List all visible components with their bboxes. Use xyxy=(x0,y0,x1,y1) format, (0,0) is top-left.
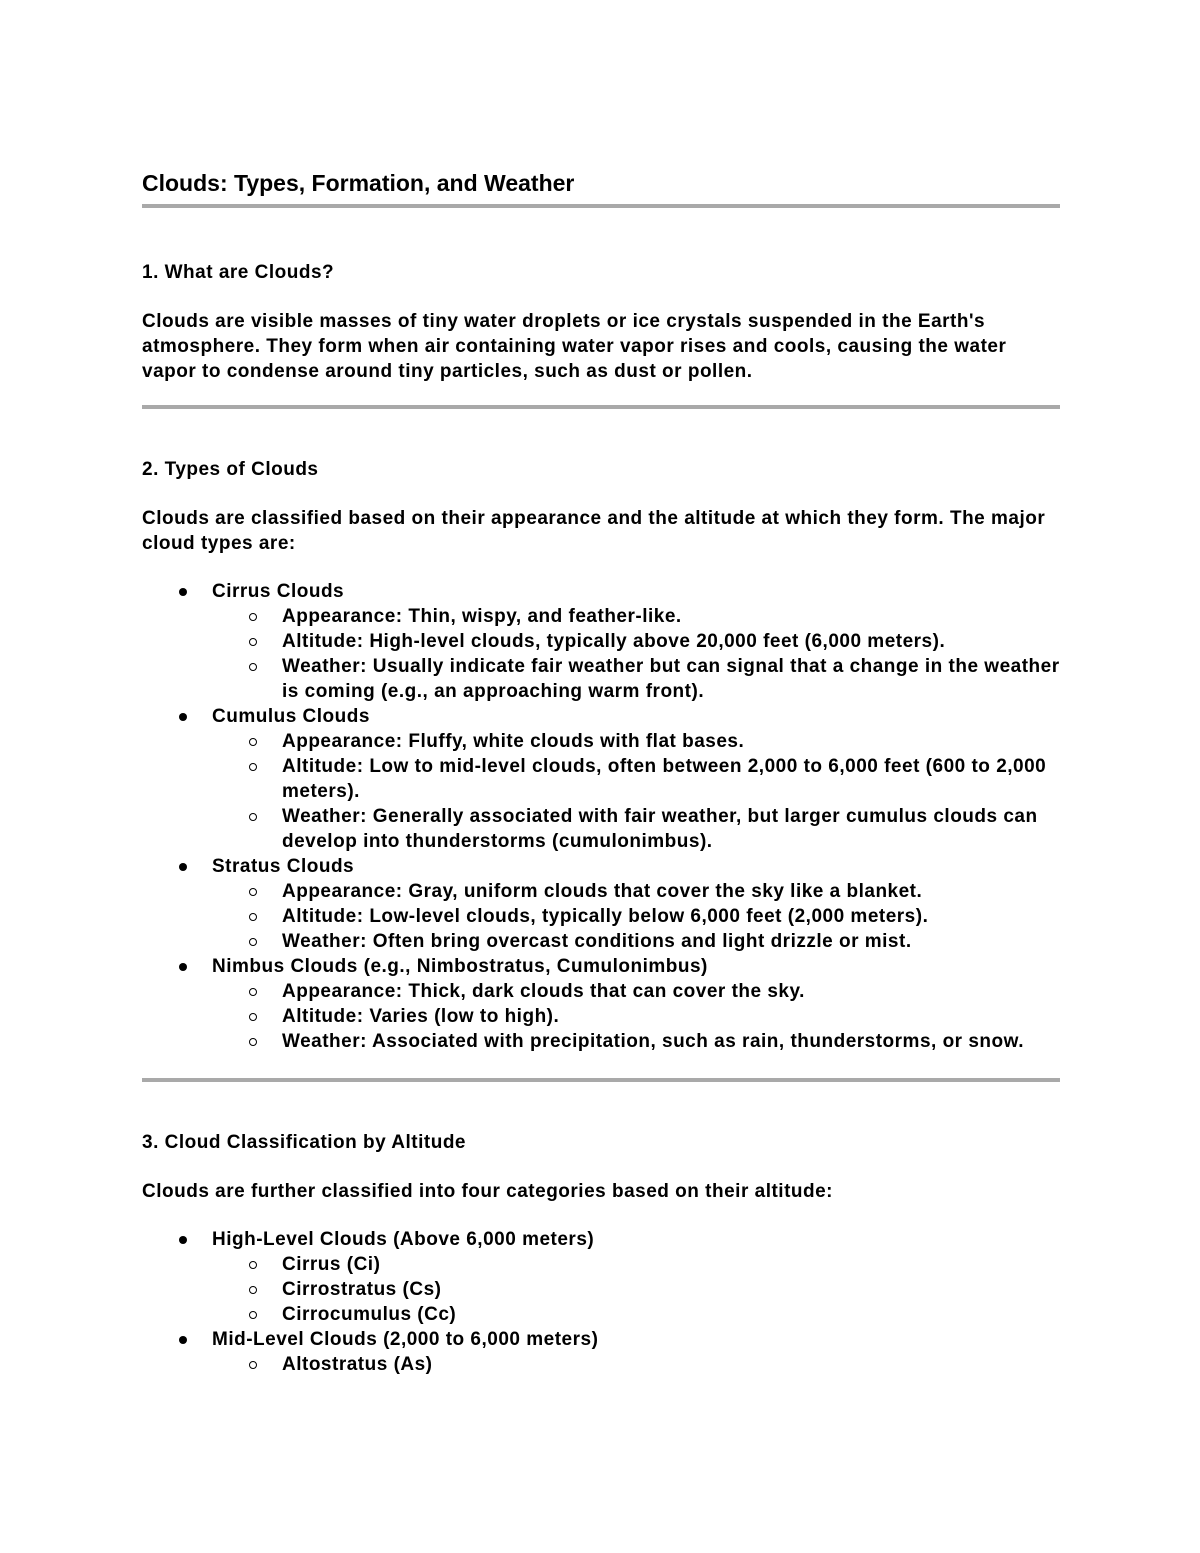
sub-list-item-text: Cirrostratus (Cs) xyxy=(282,1279,442,1300)
sub-list-item xyxy=(212,754,1060,804)
list-item xyxy=(142,704,1060,854)
sub-list-item-text: Weather: Associated with precipitation, such as rain, thunderstorms, or snow. xyxy=(282,1031,1024,1052)
sub-list-item-text: Weather: Often bring overcast conditions and light drizzle or mist. xyxy=(282,931,912,952)
list-item xyxy=(142,1327,1060,1377)
sub-list-item-text: Altostratus (As) xyxy=(282,1354,433,1375)
section-heading: 2. Types of Clouds xyxy=(142,459,319,480)
sub-list-item-text: Appearance: Thin, wispy, and feather-like. xyxy=(282,606,682,627)
sub-list-item xyxy=(212,604,1060,629)
list-item xyxy=(142,854,1060,954)
circle-bullet-icon xyxy=(249,1311,257,1319)
sub-list-item-text: Appearance: Thick, dark clouds that can cover the sky. xyxy=(282,981,805,1002)
circle-bullet-icon xyxy=(249,1038,257,1046)
sub-list-item xyxy=(212,804,1060,854)
circle-bullet-icon xyxy=(249,813,257,821)
sub-list-item xyxy=(212,629,1060,654)
section-heading: 3. Cloud Classification by Altitude xyxy=(142,1132,466,1153)
sub-list-item-text: Altitude: High-level clouds, typically above 20,000 feet (6,000 meters). xyxy=(282,631,946,652)
sub-list-item xyxy=(212,1352,1060,1377)
circle-bullet-icon xyxy=(249,1013,257,1021)
sub-list-item xyxy=(212,729,1060,754)
sub-list-item-text: Altitude: Low to mid-level clouds, often between 2,000 to 6,000 feet (600 to 2,000 meters). xyxy=(282,756,1047,802)
sub-list-item-text: Weather: Generally associated with fair weather, but larger cumulus clouds can develop into thunderstorms (cumulonimbus). xyxy=(282,806,1038,852)
sub-list-item xyxy=(212,979,1060,1004)
sub-list-item-text: Altitude: Varies (low to high). xyxy=(282,1006,560,1027)
sub-list-item xyxy=(212,1029,1060,1054)
circle-bullet-icon xyxy=(249,988,257,996)
circle-bullet-icon xyxy=(249,1261,257,1269)
section-paragraph: Clouds are further classified into four categories based on their altitude: xyxy=(142,1181,834,1202)
bullet-icon xyxy=(179,713,187,721)
sub-list-item xyxy=(212,1277,1060,1302)
document-title: Clouds: Types, Formation, and Weather xyxy=(142,170,575,196)
circle-bullet-icon xyxy=(249,663,257,671)
sub-list-item xyxy=(212,929,1060,954)
sub-list xyxy=(212,1252,1060,1327)
sub-list-item xyxy=(212,654,1060,704)
list-item-label: Nimbus Clouds (e.g., Nimbostratus, Cumulonimbus) xyxy=(212,956,708,977)
sub-list xyxy=(212,879,1060,954)
list-item-label: Stratus Clouds xyxy=(212,856,355,877)
sub-list-item xyxy=(212,904,1060,929)
list-item xyxy=(142,1227,1060,1327)
bullet-icon xyxy=(179,863,187,871)
sub-list-item xyxy=(212,1302,1060,1327)
bullet-icon xyxy=(179,1236,187,1244)
sub-list-item xyxy=(212,1252,1060,1277)
circle-bullet-icon xyxy=(249,638,257,646)
sub-list-item-text: Appearance: Fluffy, white clouds with flat bases. xyxy=(282,731,745,752)
list-item-label: High-Level Clouds (Above 6,000 meters) xyxy=(212,1229,595,1250)
bullet-icon xyxy=(179,588,187,596)
circle-bullet-icon xyxy=(249,913,257,921)
section-paragraph: Clouds are classified based on their appearance and the altitude at which they form. The major cloud types are: xyxy=(142,508,1046,554)
document-page xyxy=(142,166,1060,1377)
sub-list-item-text: Altitude: Low-level clouds, typically below 6,000 feet (2,000 meters). xyxy=(282,906,929,927)
cloud-types-list xyxy=(142,579,1060,1054)
section-paragraph: Clouds are visible masses of tiny water droplets or ice crystals suspended in the Earth's atmosphere. They form when air containing water vapor rises and cools, causing the water vapor to condense around tiny particles, such as dust or pollen. xyxy=(142,311,1007,382)
circle-bullet-icon xyxy=(249,1286,257,1294)
list-item xyxy=(142,579,1060,704)
circle-bullet-icon xyxy=(249,613,257,621)
list-item xyxy=(142,954,1060,1054)
section-heading: 1. What are Clouds? xyxy=(142,262,335,283)
bullet-icon xyxy=(179,1336,187,1344)
sub-list-item-text: Cirrus (Ci) xyxy=(282,1254,381,1275)
circle-bullet-icon xyxy=(249,738,257,746)
circle-bullet-icon xyxy=(249,763,257,771)
sub-list xyxy=(212,729,1060,854)
circle-bullet-icon xyxy=(249,938,257,946)
sub-list xyxy=(212,979,1060,1054)
circle-bullet-icon xyxy=(249,1361,257,1369)
sub-list-item xyxy=(212,1004,1060,1029)
sub-list xyxy=(212,1352,1060,1377)
list-item-label: Mid-Level Clouds (2,000 to 6,000 meters) xyxy=(212,1329,599,1350)
bullet-icon xyxy=(179,963,187,971)
sub-list-item xyxy=(212,879,1060,904)
altitude-classes-list xyxy=(142,1227,1060,1377)
sub-list-item-text: Weather: Usually indicate fair weather but can signal that a change in the weather is coming (e.g., an approaching warm front). xyxy=(282,656,1060,702)
sub-list-item-text: Appearance: Gray, uniform clouds that cover the sky like a blanket. xyxy=(282,881,923,902)
list-item-label: Cirrus Clouds xyxy=(212,581,345,602)
sub-list-item-text: Cirrocumulus (Cc) xyxy=(282,1304,457,1325)
list-item-label: Cumulus Clouds xyxy=(212,706,370,727)
circle-bullet-icon xyxy=(249,888,257,896)
sub-list xyxy=(212,604,1060,704)
